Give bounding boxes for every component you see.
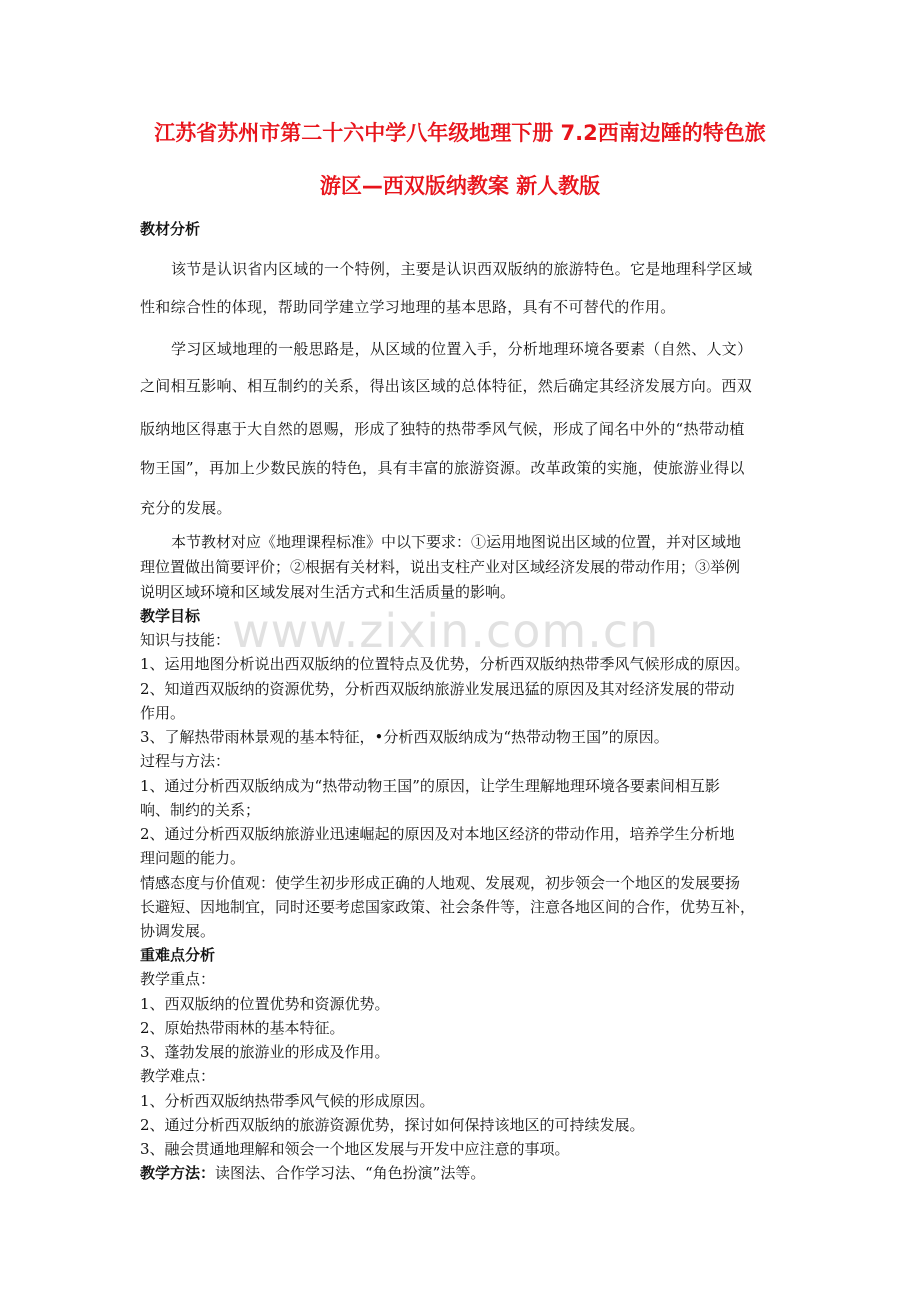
paragraph-line: 说明区域环境和区域发展对生活方式和生活质量的影响。 (140, 583, 516, 601)
list-item: 3、融会贯通地理解和领会一个地区发展与开发中应注意的事项。 (140, 1140, 570, 1158)
subheading-process-methods: 过程与方法： (140, 752, 231, 770)
paragraph-line: 情感态度与价值观：使学生初步形成正确的人地观、发展观，初步领会一个地区的发展要扬 (140, 874, 741, 892)
paragraph-line: 学习区域地理的一般思路是，从区域的位置入手，分析地理环境各要素（自然、人文） (171, 340, 753, 358)
paragraph-line: 本节教材对应《地理课程标准》中以下要求：①运用地图说出区域的位置，并对区域地 (171, 533, 742, 551)
paragraph-line: 理位置做出简要评价；②根据有关材料，说出支柱产业对区域经济发展的带动作用；③举例 (140, 558, 741, 576)
list-item: 3、蓬勃发展的旅游业的形成及作用。 (140, 1043, 390, 1061)
paragraph-line: 物王国”，再加上少数民族的特色，具有丰富的旅游资源。改革政策的实施，使旅游业得以 (140, 459, 745, 477)
subheading-difficult-points: 教学难点： (140, 1067, 216, 1085)
list-item: 2、通过分析西双版纳旅游业迅速崛起的原因及对本地区经济的带动作用，培养学生分析地 (140, 825, 735, 843)
list-item: 响、制约的关系； (140, 801, 261, 819)
paragraph-line: 之间相互影响、相互制约的关系，得出该区域的总体特征，然后确定其经济发展方向。西双 (140, 377, 753, 395)
list-item: 3、了解热带雨林景观的基本特征，•分析西双版纳成为“热带动物王国”的原因。 (140, 728, 669, 746)
list-item: 2、知道西双版纳的资源优势，分析西双版纳旅游业发展迅猛的原因及其对经济发展的带动 (140, 680, 735, 698)
document-title-line1: 江苏省苏州市第二十六中学八年级地理下册 7.2西南边陲的特色旅 (154, 121, 766, 145)
teaching-methods-label: 教学方法： (140, 1164, 216, 1182)
paragraph-line: 充分的发展。 (140, 499, 232, 517)
heading-key-difficult-points: 重难点分析 (140, 946, 216, 964)
list-item: 1、西双版纳的位置优势和资源优势。 (140, 995, 390, 1013)
list-item: 2、通过分析西双版纳的旅游资源优势，探讨如何保持该地区的可持续发展。 (140, 1116, 645, 1134)
list-item: 1、分析西双版纳热带季风气候的形成原因。 (140, 1092, 435, 1110)
teaching-methods (140, 1162, 780, 1184)
teaching-methods-text: 读图法、合作学习法、“角色扮演”法等。 (215, 1164, 486, 1182)
watermark: www.zixin.com.cn (232, 604, 660, 658)
paragraph-line: 协调发展。 (140, 922, 216, 940)
paragraph-line: 版纳地区得惠于大自然的恩赐，形成了独特的热带季风气候，形成了闻名中外的“热带动植 (140, 420, 745, 438)
paragraph-line: 性和综合性的体现，帮助同学建立学习地理的基本思路，具有不可替代的作用。 (140, 298, 676, 316)
paragraph-line: 该节是认识省内区域的一个特例，主要是认识西双版纳的旅游特色。它是地理科学区域 (171, 260, 753, 278)
list-item: 1、通过分析西双版纳成为“热带动物王国”的原因，让学生理解地理环境各要素间相互影 (140, 777, 720, 795)
subheading-knowledge-skills: 知识与技能： (140, 631, 231, 649)
heading-textbook-analysis: 教材分析 (140, 220, 201, 238)
list-item: 2、原始热带雨林的基本特征。 (140, 1019, 345, 1037)
list-item: 理问题的能力。 (140, 849, 246, 867)
list-item: 作用。 (140, 704, 186, 722)
subheading-key-points: 教学重点： (140, 970, 216, 988)
heading-teaching-goals: 教学目标 (140, 607, 201, 625)
list-item: 1、运用地图分析说出西双版纳的位置特点及优势，分析西双版纳热带季风气候形成的原因。 (140, 655, 750, 673)
document-title-line2: 游区—西双版纳教案 新人教版 (319, 174, 601, 198)
paragraph-line: 长避短、因地制宜，同时还要考虑国家政策、社会条件等，注意各地区间的合作，优势互补， (140, 898, 756, 916)
